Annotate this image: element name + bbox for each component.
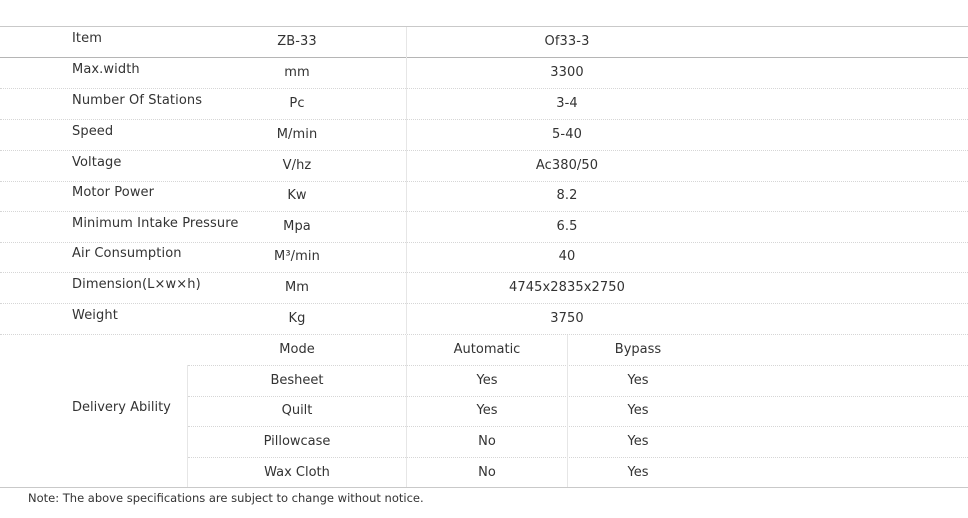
row-unit: Kg [288,311,306,326]
row-unit: M/min [276,127,318,142]
row-label: Motor Power [72,185,155,200]
row-unit: V/hz [282,158,312,173]
row-label: Air Consumption [72,246,182,261]
delivery-automatic: No [478,434,496,449]
row-value: 4745x2835x2750 [508,280,626,295]
row-unit: Kw [287,188,307,203]
row-unit: M³/min [274,249,320,264]
header-variant: Of33-3 [544,34,590,49]
delivery-automatic-header: Automatic [453,342,521,357]
delivery-automatic: Yes [476,373,498,388]
delivery-automatic: Yes [476,403,498,418]
row-value: 5-40 [552,127,582,142]
row-label: Max.width [72,62,140,77]
table-row [0,242,968,273]
row-unit: Mm [284,280,310,295]
delivery-bypass-header: Bypass [614,342,662,357]
row-unit: Mpa [283,219,311,234]
delivery-mode: Besheet [270,373,324,388]
table-row [0,89,968,120]
delivery-bypass: Yes [627,465,649,480]
table-header-row [0,27,968,58]
delivery-ability-label: Delivery Ability [72,400,171,415]
row-label: Number Of Stations [72,93,203,108]
delivery-row [188,396,968,427]
column-divider [406,27,407,334]
row-value: 6.5 [556,219,578,234]
delivery-mode-header: Mode [279,342,315,357]
table-row [0,273,968,304]
row-unit: Pc [289,96,305,111]
footnote: Note: The above specifications are subject to change without notice. [28,491,424,505]
table-row [0,120,968,151]
row-label: Dimension(L×w×h) [72,277,201,292]
delivery-column-divider [406,335,407,488]
delivery-row [188,427,968,458]
row-value: 8.2 [556,188,578,203]
delivery-mode: Quilt [281,403,313,418]
row-value: Ac380/50 [535,158,599,173]
delivery-row [188,366,968,397]
delivery-mode: Pillowcase [263,434,331,449]
delivery-automatic: No [478,465,496,480]
delivery-bypass: Yes [627,403,649,418]
row-label: Voltage [72,155,122,170]
table-row [0,181,968,212]
delivery-left-divider [187,365,188,488]
row-label: Speed [72,124,114,139]
row-label: Minimum Intake Pressure [72,216,239,231]
delivery-bypass: Yes [627,434,649,449]
delivery-mode: Wax Cloth [264,465,330,480]
table-row [0,304,968,335]
delivery-header-row [188,335,968,366]
row-unit: mm [284,65,310,80]
header-model: ZB-33 [277,34,317,49]
header-item: Item [72,31,102,46]
row-label: Weight [72,308,118,323]
row-value: 40 [558,249,576,264]
row-value: 3300 [550,65,584,80]
row-value: 3750 [550,311,584,326]
delivery-row [188,458,968,489]
delivery-bypass: Yes [627,373,649,388]
table-row [0,58,968,89]
delivery-column-divider [567,335,568,488]
row-value: 3-4 [556,96,578,111]
table-bottom-border [0,487,968,488]
